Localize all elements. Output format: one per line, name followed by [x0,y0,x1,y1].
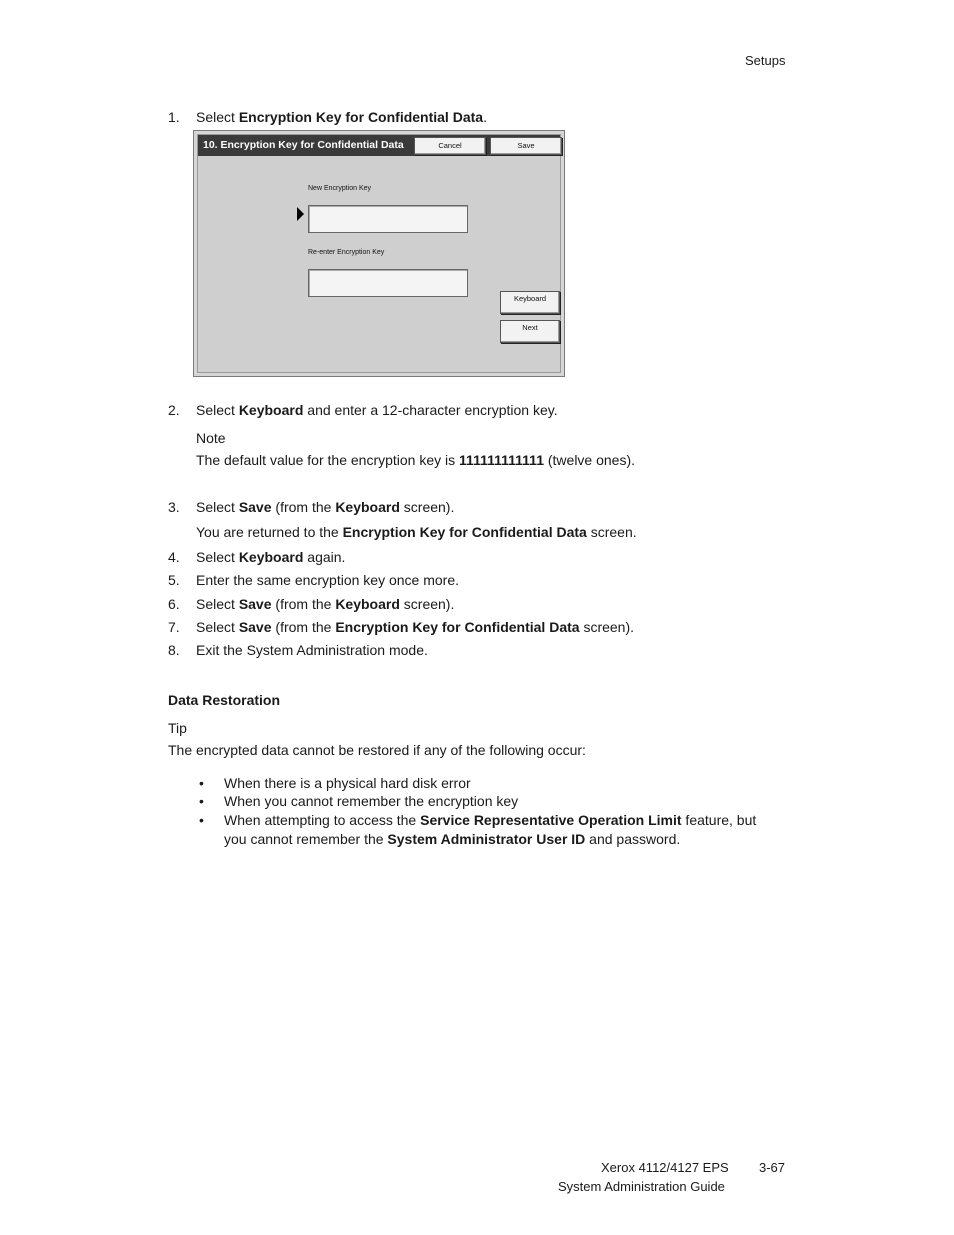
step-number: 7. [168,619,180,635]
bullet-icon: • [199,793,204,809]
bullet-item: When there is a physical hard disk error [224,775,471,791]
step-number: 2. [168,402,180,418]
step-number: 6. [168,596,180,612]
next-button[interactable]: Next [500,320,560,343]
note-text: The default value for the encryption key is 111111111111 (twelve ones). [196,452,636,468]
step-3-result: You are returned to the Encryption Key for Confidential Data screen. [196,524,637,540]
bullet-icon: • [199,775,204,791]
step-8-text: Exit the System Administration mode. [196,642,428,658]
reenter-key-field[interactable] [308,269,468,297]
new-key-field[interactable] [308,205,468,233]
encryption-key-screenshot [193,130,565,377]
bullet-item: When attempting to access the Service Representative Operation Limit feature, but [224,812,757,828]
bullet-item: When you cannot remember the encryption key [224,793,519,809]
step-1-text: Select Encryption Key for Confidential Data. [196,109,487,125]
step-number: 5. [168,572,180,588]
step-5-text: Enter the same encryption key once more. [196,572,460,588]
screen-title-bar [198,135,560,156]
step-2-text: Select Keyboard and enter a 12-character encryption key. [196,402,558,418]
section-heading: Data Restoration [168,692,281,708]
cancel-button[interactable]: Cancel [414,137,486,155]
reenter-key-label: Re-enter Encryption Key [308,249,385,256]
tip-heading: Tip [168,720,187,736]
bullet-icon: • [199,812,204,828]
running-header: Setups [745,53,786,68]
footer-product: Xerox 4112/4127 EPS [601,1160,729,1175]
step-4-text: Select Keyboard again. [196,549,346,565]
step-number: 3. [168,499,180,515]
bullet-item-continuation: you cannot remember the System Administrator User ID and password. [224,831,681,847]
tip-intro: The encrypted data cannot be restored if any of the following occur: [168,742,586,758]
save-button[interactable]: Save [490,137,562,155]
new-key-label: New Encryption Key [308,185,372,192]
note-heading: Note [196,430,226,446]
step-number: 8. [168,642,180,658]
footer-guide: System Administration Guide [558,1179,725,1194]
step-7-text: Select Save (from the Encryption Key for Confidential Data screen). [196,619,635,635]
step-number: 4. [168,549,180,565]
screen-title: 10. Encryption Key for Confidential Data [203,139,404,151]
page-number: 3-67 [759,1160,786,1175]
step-number: 1. [168,109,180,125]
keyboard-button[interactable]: Keyboard [500,291,560,314]
step-6-text: Select Save (from the Keyboard screen). [196,596,455,612]
pointer-arrow-icon [297,207,304,221]
step-3-text: Select Save (from the Keyboard screen). [196,499,455,515]
